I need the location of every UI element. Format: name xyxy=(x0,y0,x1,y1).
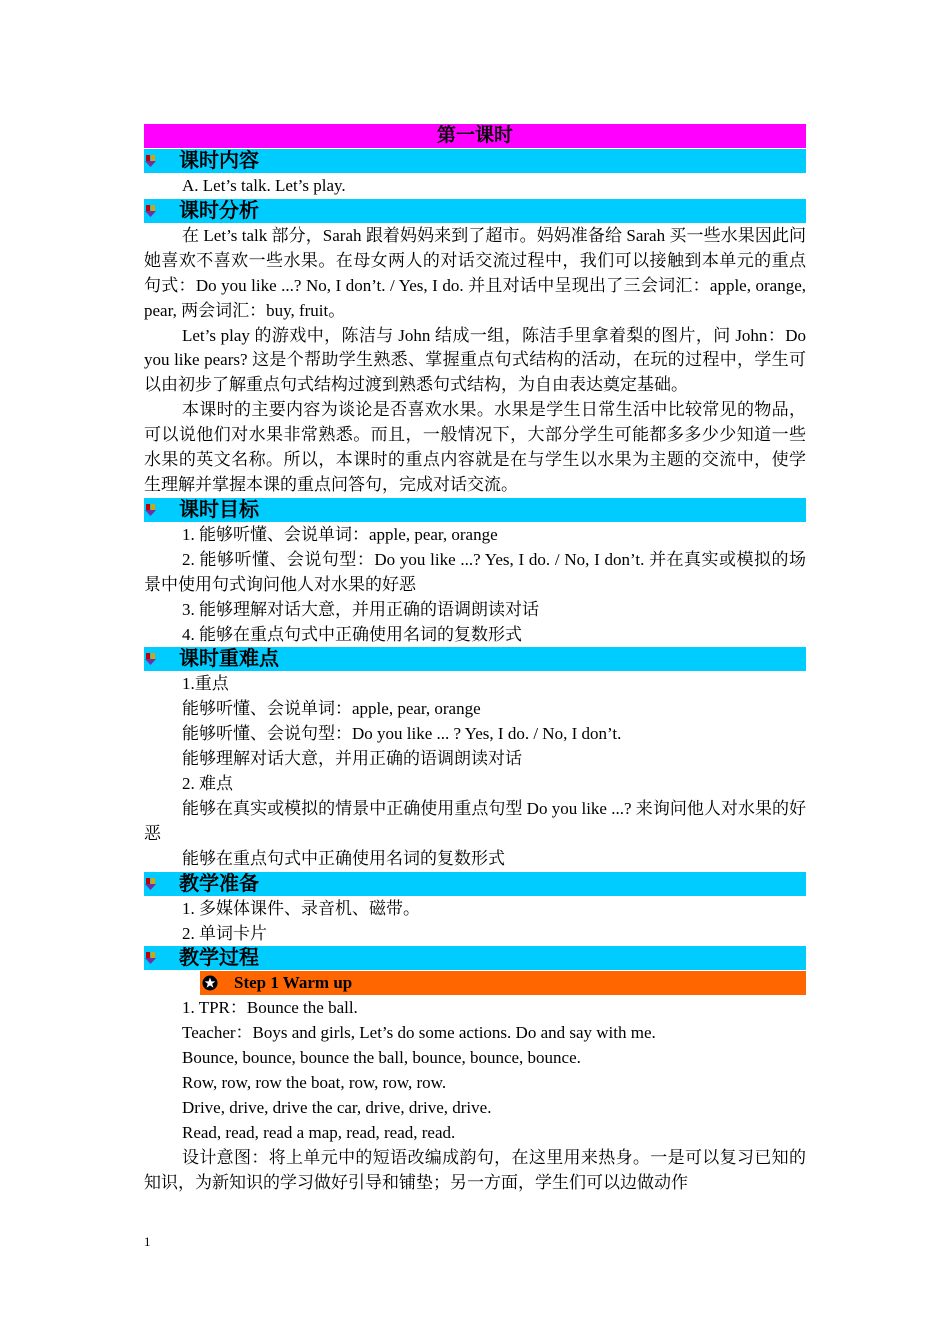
process-line: Drive, drive, drive the car, drive, drive, drive. xyxy=(182,1098,492,1118)
page-number: 1 xyxy=(144,1234,151,1249)
process-line: Read, read, read a map, read, read, read. xyxy=(182,1123,456,1142)
keypoint-item: 1.重点 xyxy=(182,674,229,694)
content-para: A. Let’s talk. Let’s play. xyxy=(182,176,346,195)
analysis-para: Let’s play 的游戏中，陈洁与 John 结成一组，陈洁手里拿着梨的图片，问 John：Do you like pears? 这是个帮助学生熟悉、掌握重点句式结构的活动，在玩的过程中，学生可以由初步了解重点句式结构过渡到熟悉句式结构，为自由表达奠定基础。 xyxy=(144,325,806,395)
step-heading xyxy=(200,971,806,995)
process-line: Teacher：Boys and girls, Let’s do some actions. Do and say with me. xyxy=(182,1023,656,1043)
process-line: 1. TPR：Bounce the ball. xyxy=(182,998,358,1018)
arrow-bullet-icon xyxy=(145,653,157,666)
arrow-bullet-icon xyxy=(145,504,157,517)
arrow-bullet-icon xyxy=(145,952,157,965)
section-heading-label: 课时分析 xyxy=(179,199,259,222)
goal-item: 2. 能够听懂、会说句型：Do you like ...? Yes, I do. / No, I don’t. 并在真实或模拟的场景中使用句式询问他人对水果的好恶 xyxy=(144,549,806,594)
analysis-para: 本课时的主要内容为谈论是否喜欢水果。水果是学生日常生活中比较常见的物品，可以说他们对水果非常熟悉。而且，一般情况下，大部分学生可能都多多少少知道一些水果的英文名称。所以，本课时的重点内容就是在与学生以水果为主题的交流中，使学生理解并掌握本课的重点问答句，完成对话交流。 xyxy=(144,400,806,494)
section-heading-analysis xyxy=(144,199,806,223)
keypoint-item: 能够理解对话大意，并用正确的语调朗读对话 xyxy=(182,749,522,769)
arrow-bullet-icon xyxy=(145,155,157,168)
keypoint-item: 能够听懂、会说单词：apple, pear, orange xyxy=(182,699,481,719)
arrow-bullet-icon xyxy=(145,205,157,218)
process-line: Bounce, bounce, bounce the ball, bounce, bounce, bounce. xyxy=(182,1048,581,1068)
process-line: 设计意图：将上单元中的短语改编成韵句，在这里用来热身。一是可以复习已知的知识，为新知识的学习做好引导和铺垫；另一方面，学生们可以边做动作 xyxy=(144,1147,806,1192)
section-heading-label: 课时目标 xyxy=(179,498,259,521)
section-heading-goals xyxy=(144,498,806,522)
section-heading-content xyxy=(144,149,806,173)
prep-item: 1. 多媒体课件、录音机、磁带。 xyxy=(182,898,420,918)
arrow-bullet-icon xyxy=(145,878,157,891)
section-heading-label: 教学准备 xyxy=(179,872,259,895)
section-heading-label: 课时重难点 xyxy=(179,648,279,671)
analysis-para: 在 Let’s talk 部分，Sarah 跟着妈妈来到了超市。妈妈准备给 Sarah 买一些水果因此问她喜欢不喜欢一些水果。在母女两人的对话交流过程中，我们可以接触到本单元的重点句式：Do you like ...? No, I don’t. / Yes, I do. 并且对话中呈现出了三会词汇：apple, orange, pear, 两会词汇：buy, fruit。 xyxy=(144,225,806,320)
section-heading-keypoints xyxy=(144,647,806,671)
goal-item: 3. 能够理解对话大意，并用正确的语调朗读对话 xyxy=(182,599,539,619)
section-heading-label: 课时内容 xyxy=(179,150,259,172)
document-page xyxy=(144,124,806,1196)
lesson-title: 第一课时 xyxy=(144,124,806,148)
goal-item: 4. 能够在重点句式中正确使用名词的复数形式 xyxy=(182,624,522,644)
keypoint-item: 能够在重点句式中正确使用名词的复数形式 xyxy=(182,848,505,868)
keypoint-item: 能够听懂、会说句型：Do you like ... ? Yes, I do. / No, I don’t. xyxy=(182,724,622,744)
section-heading-label: 教学过程 xyxy=(179,947,259,970)
section-heading-prep xyxy=(144,872,806,896)
prep-item: 2. 单词卡片 xyxy=(182,923,267,943)
step-label: Step 1 Warm up xyxy=(234,973,353,993)
section-heading-process xyxy=(144,946,806,970)
star-bullet-icon xyxy=(202,975,218,991)
goal-item: 1. 能够听懂、会说单词：apple, pear, orange xyxy=(182,524,498,544)
keypoint-item: 2. 难点 xyxy=(182,774,233,794)
keypoint-item: 能够在真实或模拟的情景中正确使用重点句型 Do you like ...? 来询问他人对水果的好恶 xyxy=(144,798,806,843)
process-line: Row, row, row the boat, row, row, row. xyxy=(182,1073,447,1093)
